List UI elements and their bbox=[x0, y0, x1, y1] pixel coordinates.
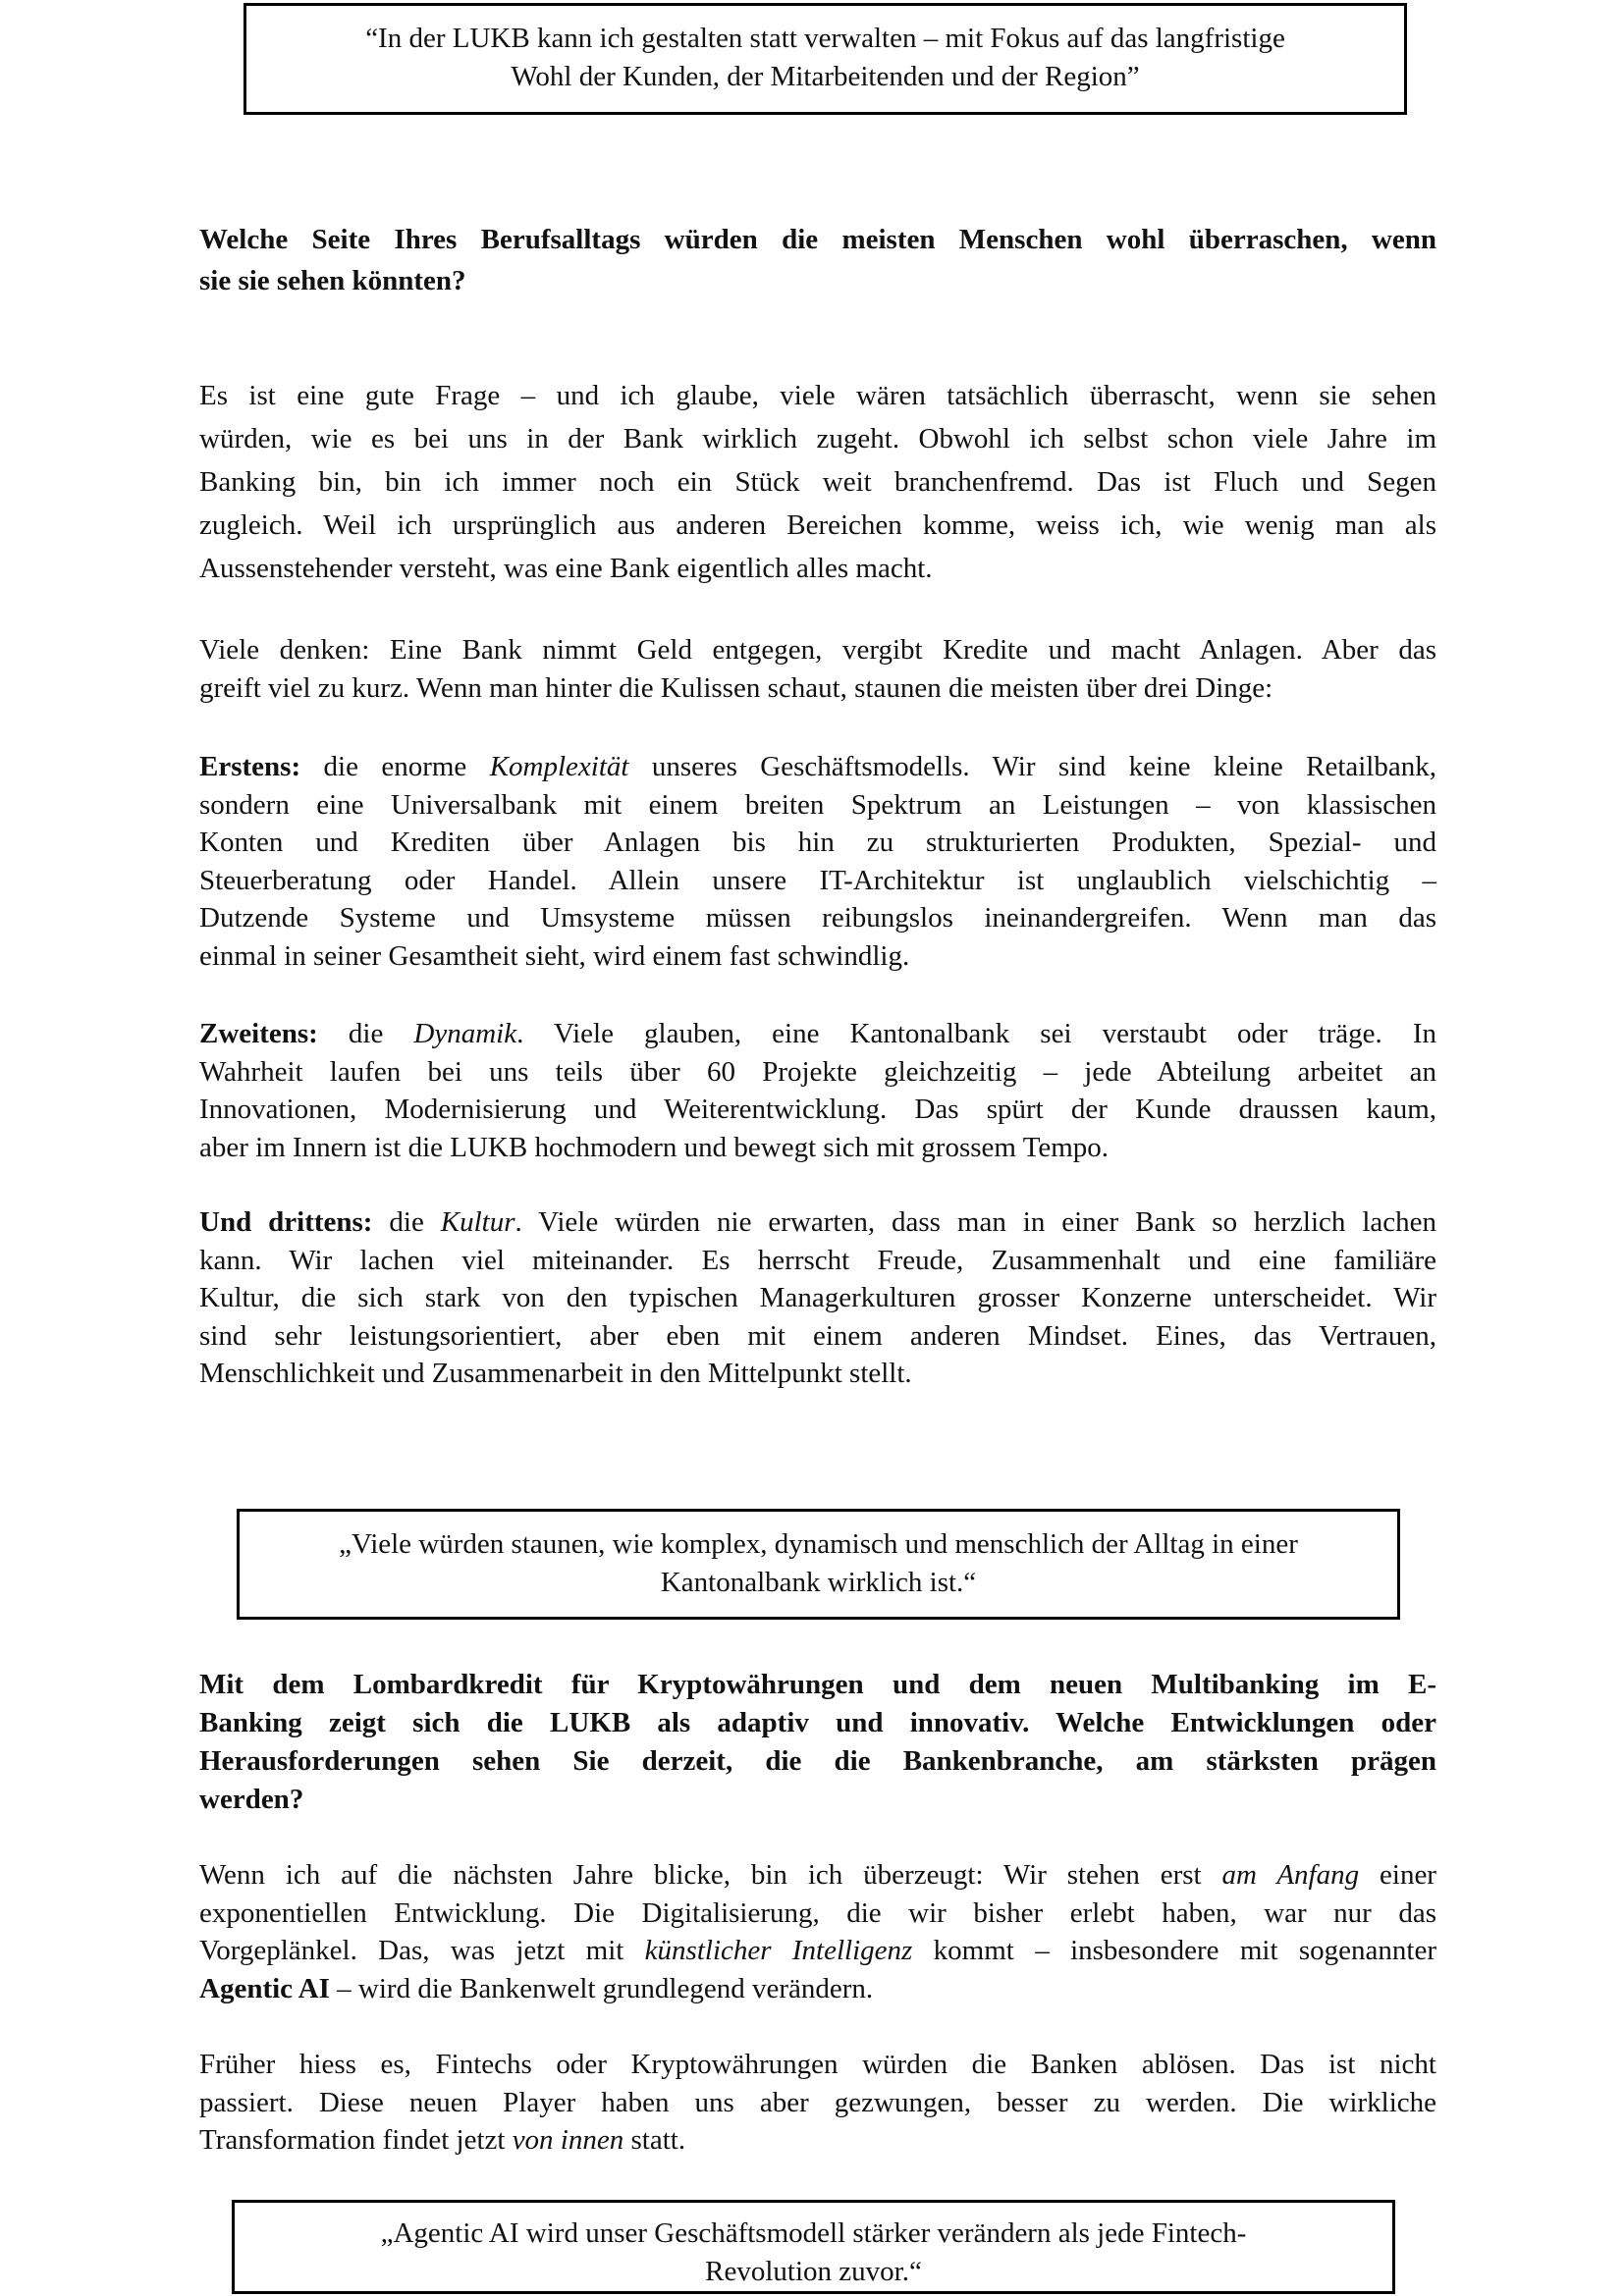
text-run: Aussenstehender versteht, was eine Bank eigentlich alles macht. bbox=[199, 553, 933, 584]
italic-text: Kultur bbox=[440, 1206, 515, 1238]
text-line bbox=[199, 899, 1436, 937]
text-line bbox=[240, 1525, 1397, 1564]
text-run: Wenn ich auf die nächsten Jahre blicke, bin ich überzeugt: Wir stehen erst bbox=[199, 1859, 1222, 1891]
text-run: zugleich. Weil ich ursprünglich aus anderen Bereichen komme, weiss ich, wie wenig man als bbox=[199, 509, 1436, 541]
text-run: Banking bin, bin ich immer noch ein Stück weit branchenfremd. Das ist Fluch und Segen bbox=[199, 466, 1436, 498]
pull-quote-2 bbox=[237, 1509, 1400, 1620]
text-line bbox=[199, 1895, 1436, 1933]
text-line bbox=[199, 460, 1436, 504]
text-run: exponentiellen Entwicklung. Die Digitalisierung, die wir bisher erlebt haben, war nur das bbox=[199, 1896, 1436, 1929]
text-line bbox=[199, 862, 1436, 900]
bold-text: Mit dem Lombardkredit für Kryptowährungen und dem neuen Multibanking im E- bbox=[199, 1669, 1436, 1700]
text-line bbox=[199, 1015, 1436, 1053]
interview-question-1 bbox=[199, 219, 1436, 301]
text-run: statt. bbox=[623, 2124, 686, 2157]
text-line bbox=[199, 374, 1436, 417]
text-run: Vorgeplänkel. Das, was jetzt mit bbox=[199, 1935, 645, 1967]
text-line bbox=[199, 1317, 1436, 1356]
text-run: “In der LUKB kann ich gestalten statt verwalten – mit Fokus auf das langfristige bbox=[365, 23, 1285, 54]
text-run: Früher hiess es, Fintechs oder Kryptowährungen würden die Banken ablösen. Das ist nicht bbox=[199, 2049, 1436, 2080]
text-run: passiert. Diese neuen Player haben uns aber gezwungen, besser zu werden. Die wirkliche bbox=[199, 2086, 1436, 2118]
text-run: Kantonalbank wirklich ist.“ bbox=[660, 1567, 977, 1598]
text-line bbox=[199, 417, 1436, 460]
text-line bbox=[199, 1091, 1436, 1129]
text-run: die enorme bbox=[300, 751, 490, 782]
text-line bbox=[199, 1742, 1436, 1781]
pull-quote-1 bbox=[244, 3, 1407, 115]
text-line bbox=[199, 669, 1436, 708]
text-line bbox=[199, 1856, 1436, 1895]
italic-text: Dynamik bbox=[413, 1018, 517, 1049]
text-run: einmal in seiner Gesamtheit sieht, wird einem fast schwindlig. bbox=[199, 939, 910, 972]
text-line bbox=[199, 504, 1436, 547]
text-run: würden, wie es bei uns in der Bank wirklich zugeht. Obwohl ich selbst schon viele Jahre im bbox=[199, 423, 1436, 454]
text-line bbox=[199, 1242, 1436, 1280]
text-line bbox=[199, 2084, 1436, 2122]
bold-text: Erstens: bbox=[199, 751, 301, 782]
answer-paragraph-1 bbox=[199, 374, 1436, 590]
bold-text: sie sie sehen könnten? bbox=[199, 265, 466, 296]
text-run: Innovationen, Modernisierung und Weiterentwicklung. Das spürt der Kunde draussen kaum, bbox=[199, 1094, 1436, 1126]
bold-text: werden? bbox=[199, 1784, 304, 1815]
text-run: die bbox=[317, 1018, 414, 1049]
text-run: . Viele würden nie erwarten, dass man in einer Bank so herzlich lachen bbox=[514, 1206, 1436, 1238]
bold-text: Welche Seite Ihres Berufsalltags würden die meisten Menschen wohl überraschen, wenn bbox=[199, 224, 1436, 255]
text-run: Konten und Krediten über Anlagen bis hin zu strukturierten Produkten, Spezial- und bbox=[199, 827, 1436, 859]
answer-paragraph-zweitens bbox=[199, 1015, 1436, 1166]
text-run: aber im Innern ist die LUKB hochmodern und bewegt sich mit grossem Tempo. bbox=[199, 1131, 1110, 1163]
text-line bbox=[235, 2215, 1392, 2253]
text-line bbox=[199, 1704, 1436, 1742]
answer-paragraph-drittens bbox=[199, 1203, 1436, 1393]
text-run: Menschlichkeit und Zusammenarbeit in den Mittelpunkt stellt. bbox=[199, 1358, 912, 1390]
text-line bbox=[199, 2121, 1436, 2160]
text-run: kommt – insbesondere mit sogenannter bbox=[912, 1935, 1436, 1967]
text-run: Dutzende Systeme und Umsysteme müssen reibungslos ineinandergreifen. Wenn man das bbox=[199, 902, 1436, 934]
text-run: sondern eine Universalbank mit einem breiten Spektrum an Leistungen – von klassischen bbox=[199, 788, 1436, 821]
bold-text: Herausforderungen sehen Sie derzeit, die die Bankenbranche, am stärksten prägen bbox=[199, 1745, 1436, 1777]
italic-text: von innen bbox=[512, 2124, 624, 2157]
text-line bbox=[199, 1666, 1436, 1704]
text-line bbox=[246, 58, 1404, 96]
text-run: – wird die Bankenwelt grundlegend verändern. bbox=[329, 1972, 874, 2004]
text-line bbox=[199, 1203, 1436, 1242]
text-line bbox=[199, 1053, 1436, 1092]
text-line bbox=[199, 631, 1436, 669]
text-line bbox=[240, 1564, 1397, 1602]
text-run: Revolution zuvor.“ bbox=[705, 2256, 922, 2287]
text-run: Viele denken: Eine Bank nimmt Geld entgegen, vergibt Kredite und macht Anlagen. Aber das bbox=[199, 634, 1436, 666]
text-line bbox=[199, 260, 1436, 301]
bold-text: Agentic AI bbox=[199, 1972, 330, 2004]
answer-paragraph-erstens bbox=[199, 748, 1436, 976]
text-line bbox=[199, 1932, 1436, 1970]
text-run: Wahrheit laufen bei uns teils über 60 Projekte gleichzeitig – jede Abteilung arbeitet an bbox=[199, 1055, 1436, 1088]
text-line bbox=[246, 20, 1404, 58]
text-run: Es ist eine gute Frage – und ich glaube, viele wären tatsächlich überrascht, wenn sie sehen bbox=[199, 380, 1436, 411]
text-run: Kultur, die sich stark von den typischen Managerkulturen grosser Konzerne unterscheidet. Wir bbox=[199, 1282, 1436, 1314]
text-line bbox=[199, 2046, 1436, 2084]
text-run: „Agentic AI wird unser Geschäftsmodell stärker verändern als jede Fintech- bbox=[380, 2217, 1247, 2249]
answer-paragraph-3 bbox=[199, 1856, 1436, 2007]
text-run: Wohl der Kunden, der Mitarbeitenden und der Region” bbox=[511, 61, 1140, 92]
text-line bbox=[199, 1355, 1436, 1393]
italic-text: künstlicher Intelligenz bbox=[644, 1935, 913, 1967]
italic-text: am Anfang bbox=[1221, 1859, 1360, 1891]
text-run: . Viele glauben, eine Kantonalbank sei verstaubt oder träge. In bbox=[516, 1018, 1437, 1049]
answer-paragraph-2 bbox=[199, 631, 1436, 707]
text-line bbox=[199, 1279, 1436, 1317]
text-run: unseres Geschäftsmodells. Wir sind keine kleine Retailbank, bbox=[628, 751, 1436, 782]
interview-question-2 bbox=[199, 1666, 1436, 1819]
text-run: kann. Wir lachen viel miteinander. Es herrscht Freude, Zusammenhalt und eine familiäre bbox=[199, 1244, 1436, 1276]
answer-paragraph-4 bbox=[199, 2046, 1436, 2160]
text-line bbox=[199, 824, 1436, 862]
text-run: „Viele würden staunen, wie komplex, dynamisch und menschlich der Alltag in einer bbox=[339, 1528, 1298, 1560]
text-line bbox=[199, 1970, 1436, 2008]
text-line bbox=[199, 547, 1436, 590]
pull-quote-3 bbox=[232, 2200, 1395, 2294]
text-line bbox=[235, 2253, 1392, 2291]
bold-text: Zweitens: bbox=[199, 1018, 318, 1049]
text-line bbox=[199, 1781, 1436, 1819]
text-run: Steuerberatung oder Handel. Allein unsere IT-Architektur ist unglaublich vielschichtig – bbox=[199, 864, 1436, 896]
bold-text: Banking zeigt sich die LUKB als adaptiv und innovativ. Welche Entwicklungen oder bbox=[199, 1707, 1436, 1738]
text-run: Transformation findet jetzt bbox=[199, 2124, 513, 2157]
bold-text: Und drittens: bbox=[199, 1206, 373, 1238]
text-run: einer bbox=[1359, 1859, 1436, 1891]
text-run: sind sehr leistungsorientiert, aber eben mit einem anderen Mindset. Eines, das Vertrauen, bbox=[199, 1319, 1436, 1352]
text-run: greift viel zu kurz. Wenn man hinter die Kulissen schaut, staunen die meisten über drei Dinge: bbox=[199, 671, 1273, 704]
text-line bbox=[199, 748, 1436, 786]
text-line bbox=[199, 219, 1436, 260]
text-run: die bbox=[372, 1206, 441, 1238]
text-line bbox=[199, 786, 1436, 825]
text-line bbox=[199, 937, 1436, 976]
italic-text: Komplexität bbox=[489, 751, 629, 782]
text-line bbox=[199, 1129, 1436, 1167]
